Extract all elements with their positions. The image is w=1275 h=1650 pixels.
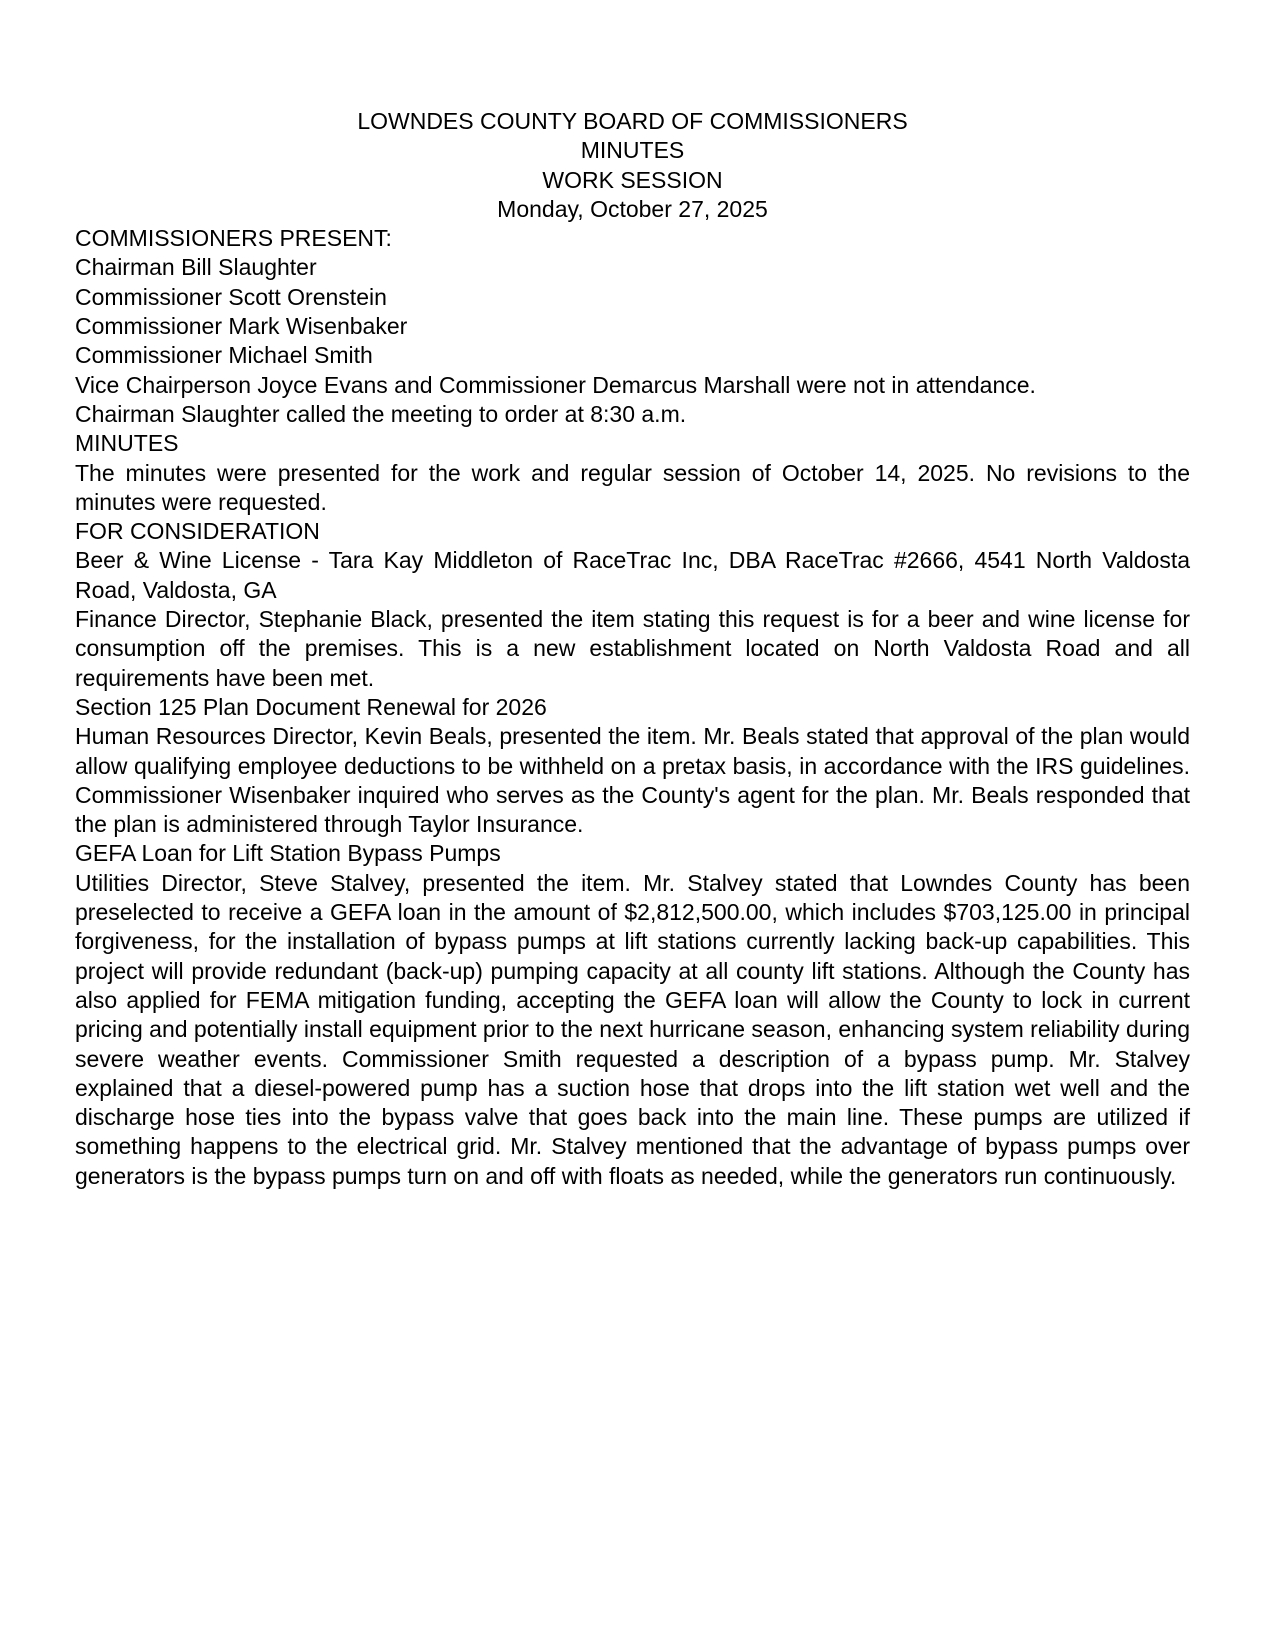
organization-name: LOWNDES COUNTY BOARD OF COMMISSIONERS	[357, 108, 908, 134]
consideration-item	[75, 693, 1190, 839]
item-body-section-125-plan: Human Resources Director, Kevin Beals, presented the item. Mr. Beals stated that approval of the plan would allow qualifying employee deductions to be withheld on a pretax basis, in accordance with the IRS guidelines. Commissioner Wisenbaker inquired who serves as the County's agent for the plan. Mr. Beals responded that the plan is administered through Taylor Insurance.	[75, 723, 1190, 838]
commissioner-name: Commissioner Michael Smith	[75, 342, 373, 369]
commissioners-present-label: COMMISSIONERS PRESENT:	[75, 225, 392, 252]
item-title-gefa-loan: GEFA Loan for Lift Station Bypass Pumps	[75, 840, 501, 867]
session-type: WORK SESSION	[542, 166, 723, 193]
consideration-item	[75, 546, 1190, 692]
commissioner-name: Commissioner Scott Orenstein	[75, 283, 387, 310]
absence-note: Vice Chairperson Joyce Evans and Commissioner Demarcus Marshall were not in attendance.	[75, 371, 1036, 398]
document-title-block	[75, 107, 1190, 224]
commissioner-name: Chairman Bill Slaughter	[75, 254, 317, 281]
minutes-section-heading: MINUTES	[75, 430, 179, 457]
item-body-beer-wine-license: Finance Director, Stephanie Black, presented the item stating this request is for a beer and wine license for consumption off the premises. This is a new establishment located on North Valdosta Road and all requirements have been met.	[75, 606, 1190, 691]
item-title-beer-wine-license: Beer & Wine License - Tara Kay Middleton of RaceTrac Inc, DBA RaceTrac #2666, 4541 North Valdosta Road, Valdosta, GA	[75, 547, 1190, 603]
meeting-date: Monday, October 27, 2025	[497, 195, 768, 222]
minutes-section-body: The minutes were presented for the work and regular session of October 14, 2025. No revisions to the minutes were requested.	[75, 459, 1190, 515]
attendance-block	[75, 224, 1190, 370]
call-to-order-note: Chairman Slaughter called the meeting to order at 8:30 a.m.	[75, 400, 687, 427]
item-body-gefa-loan: Utilities Director, Steve Stalvey, presented the item. Mr. Stalvey stated that Lowndes County has been preselected to receive a GEFA loan in the amount of $2,812,500.00, which includes $703,125.00 in principal forgiveness, for the installation of bypass pumps at lift stations currently lacking back-up capabilities. This project will provide redundant (back-up) pumping capacity at all county lift stations. Although the County has also applied for FEMA mitigation funding, accepting the GEFA loan will allow the County to lock in current pricing and potentially install equipment prior to the next hurricane season, enhancing system reliability during severe weather events. Commissioner Smith requested a description of a bypass pump. Mr. Stalvey explained that a diesel-powered pump has a suction hose that drops into the lift station wet well and the discharge hose ties into the bypass valve that goes back into the main line. These pumps are utilized if something happens to the electrical grid. Mr. Stalvey mentioned that the advantage of bypass pumps over generators is the bypass pumps turn on and off with floats as needed, while the generators run continuously.	[75, 869, 1190, 1189]
consideration-item	[75, 839, 1190, 1191]
item-title-section-125-plan: Section 125 Plan Document Renewal for 2026	[75, 693, 547, 720]
for-consideration-heading: FOR CONSIDERATION	[75, 518, 320, 545]
document-type: MINUTES	[580, 137, 685, 164]
commissioner-name: Commissioner Mark Wisenbaker	[75, 313, 408, 340]
